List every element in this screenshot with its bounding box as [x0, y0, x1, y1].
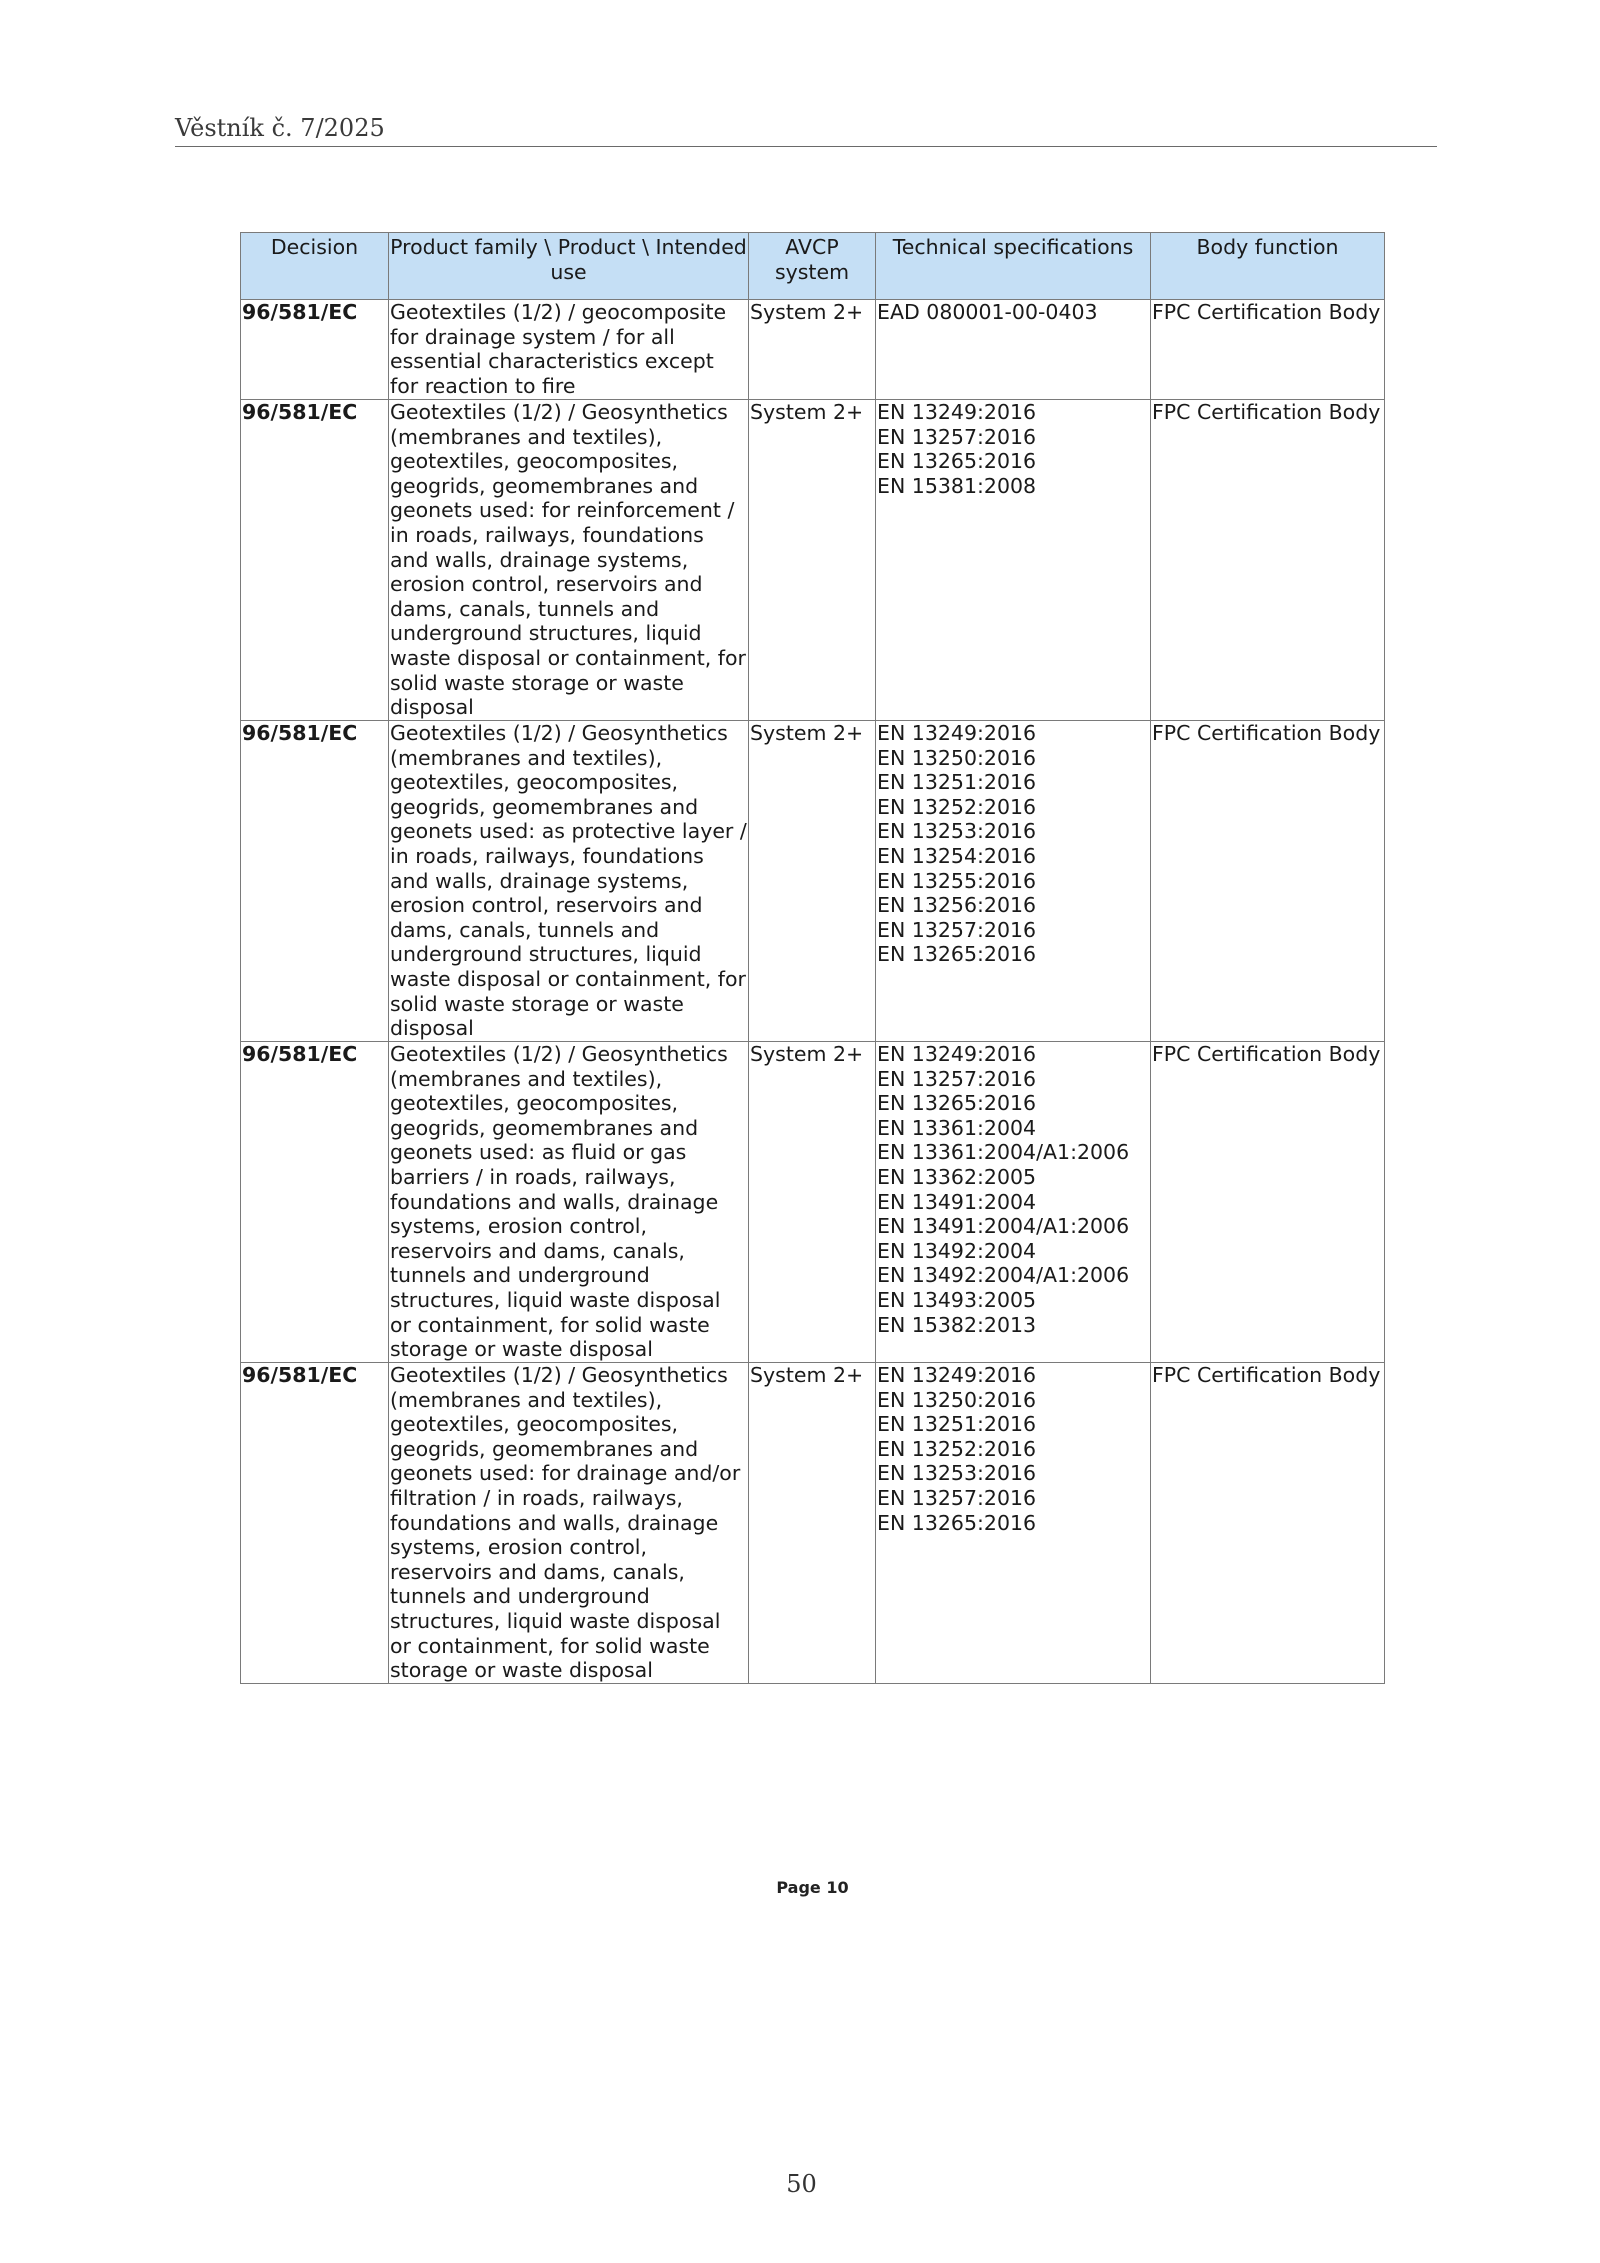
body-function-cell: FPC Certification Body	[1151, 721, 1385, 1042]
spec-item: EN 13265:2016	[877, 1091, 1037, 1116]
running-header: Věstník č. 7/2025	[175, 114, 385, 142]
certification-table	[240, 232, 1385, 1684]
spec-item: EN 13249:2016	[877, 721, 1037, 745]
spec-item: EAD 080001-00-0403	[877, 300, 1098, 324]
table-row	[241, 300, 1385, 400]
spec-item: EN 13249:2016	[877, 1042, 1037, 1066]
spec-item: EN 15381:2008	[877, 473, 1037, 498]
spec-item: EN 15382:2013	[877, 1312, 1037, 1337]
table-row	[241, 400, 1385, 721]
product-cell: Geotextiles (1/2) / geocomposite for drainage system / for all essential characteristics except for reaction to fire	[389, 300, 749, 400]
column-header-avcp: AVCP system	[749, 233, 876, 300]
spec-item: EN 13250:2016	[877, 1387, 1037, 1412]
table-header-row	[241, 233, 1385, 300]
page-number: 50	[786, 2170, 817, 2198]
product-cell: Geotextiles (1/2) / Geosynthetics (membranes and textiles), geotextiles, geocomposites, geogrids, geomembranes and geonets used: as fluid or gas barriers / in roads, railways, foundations and walls, drainage systems, erosion control, reservoirs and dams, canals, tunnels and underground structures, liquid waste disposal or containment, for solid waste storage or waste disposal	[389, 1042, 749, 1363]
spec-item: EN 13250:2016	[877, 745, 1037, 770]
header-rule	[175, 146, 1437, 147]
spec-item: EN 13257:2016	[877, 1485, 1037, 1510]
spec-item: EN 13257:2016	[877, 1066, 1037, 1091]
avcp-cell: System 2+	[749, 1042, 876, 1363]
spec-item: EN 13362:2005	[877, 1164, 1037, 1189]
column-header-product: Product family \ Product \ Intended use	[389, 233, 749, 300]
decision-cell: 96/581/EC	[241, 1363, 389, 1684]
spec-item: EN 13256:2016	[877, 893, 1037, 918]
column-header-specifications: Technical specifications	[876, 233, 1151, 300]
spec-item: EN 13257:2016	[877, 424, 1037, 449]
spec-item: EN 13493:2005	[877, 1287, 1037, 1312]
spec-item: EN 13249:2016	[877, 400, 1037, 424]
product-cell: Geotextiles (1/2) / Geosynthetics (membranes and textiles), geotextiles, geocomposites, geogrids, geomembranes and geonets used: for reinforcement / in roads, railways, foundations and walls, drainage systems, erosion control, reservoirs and dams, canals, tunnels and underground structures, liquid waste disposal or containment, for solid waste storage or waste disposal	[389, 400, 749, 721]
spec-item: EN 13251:2016	[877, 1412, 1037, 1437]
spec-item: EN 13253:2016	[877, 819, 1037, 844]
body-function-cell: FPC Certification Body	[1151, 400, 1385, 721]
table-row	[241, 721, 1385, 1042]
spec-item: EN 13361:2004	[877, 1115, 1037, 1140]
spec-item: EN 13491:2004/A1:2006	[877, 1214, 1130, 1239]
spec-item: EN 13491:2004	[877, 1189, 1037, 1214]
decision-cell: 96/581/EC	[241, 400, 389, 721]
spec-item: EN 13492:2004	[877, 1238, 1037, 1263]
spec-item: EN 13255:2016	[877, 868, 1037, 893]
spec-item: EN 13252:2016	[877, 1436, 1037, 1461]
table-row	[241, 1363, 1385, 1684]
spec-item: EN 13249:2016	[877, 1363, 1037, 1387]
table-row	[241, 1042, 1385, 1363]
product-cell: Geotextiles (1/2) / Geosynthetics (membranes and textiles), geotextiles, geocomposites, geogrids, geomembranes and geonets used: for drainage and/or filtration / in roads, railways, foundations and walls, drainage systems, erosion control, reservoirs and dams, canals, tunnels and underground structures, liquid waste disposal or containment, for solid waste storage or waste disposal	[389, 1363, 749, 1684]
spec-item: EN 13361:2004/A1:2006	[877, 1140, 1130, 1165]
spec-item: EN 13257:2016	[877, 917, 1037, 942]
decision-cell: 96/581/EC	[241, 721, 389, 1042]
specifications-cell	[876, 721, 1151, 1042]
column-header-body-function: Body function	[1151, 233, 1385, 300]
decision-cell: 96/581/EC	[241, 300, 389, 400]
body-function-cell: FPC Certification Body	[1151, 1363, 1385, 1684]
spec-item: EN 13265:2016	[877, 942, 1037, 967]
page-label: Page 10	[776, 1878, 849, 1897]
avcp-cell: System 2+	[749, 300, 876, 400]
spec-item: EN 13253:2016	[877, 1461, 1037, 1486]
avcp-cell: System 2+	[749, 1363, 876, 1684]
spec-item: EN 13251:2016	[877, 770, 1037, 795]
specifications-cell	[876, 1042, 1151, 1363]
body-function-cell: FPC Certification Body	[1151, 300, 1385, 400]
spec-item: EN 13492:2004/A1:2006	[877, 1263, 1130, 1288]
specifications-cell	[876, 1363, 1151, 1684]
column-header-decision: Decision	[241, 233, 389, 300]
spec-item: EN 13252:2016	[877, 794, 1037, 819]
specifications-cell	[876, 400, 1151, 721]
body-function-cell: FPC Certification Body	[1151, 1042, 1385, 1363]
decision-cell: 96/581/EC	[241, 1042, 389, 1363]
specifications-cell	[876, 300, 1151, 400]
product-cell: Geotextiles (1/2) / Geosynthetics (membranes and textiles), geotextiles, geocomposites, geogrids, geomembranes and geonets used: as protective layer / in roads, railways, foundations and walls, drainage systems, erosion control, reservoirs and dams, canals, tunnels and underground structures, liquid waste disposal or containment, for solid waste storage or waste disposal	[390, 721, 747, 1041]
spec-item: EN 13254:2016	[877, 843, 1037, 868]
spec-item: EN 13265:2016	[877, 1510, 1037, 1535]
spec-item: EN 13265:2016	[877, 449, 1037, 474]
avcp-cell: System 2+	[749, 721, 876, 1042]
avcp-cell: System 2+	[749, 400, 876, 721]
